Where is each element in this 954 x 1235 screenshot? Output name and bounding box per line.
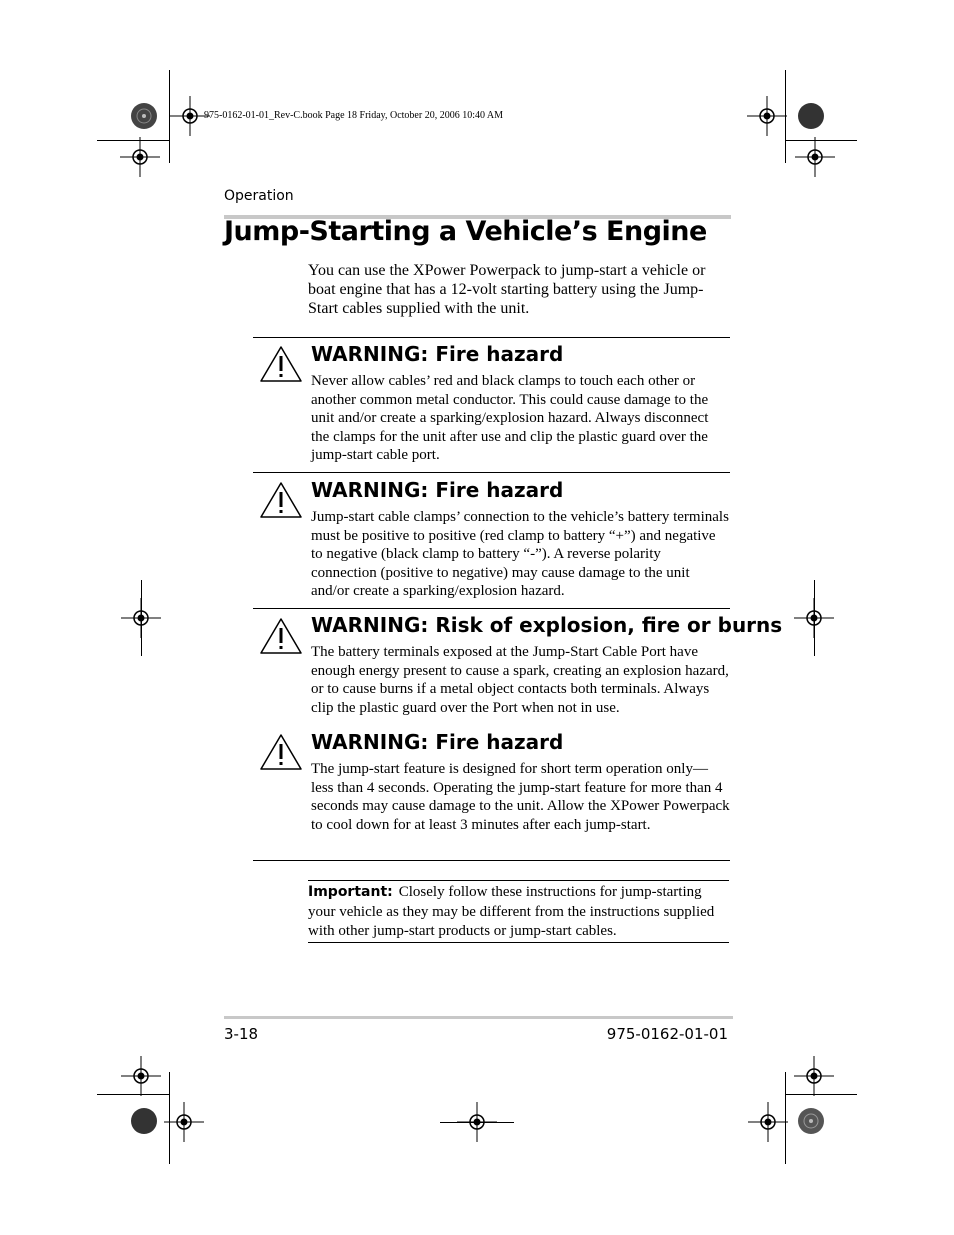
warning-triangle-icon xyxy=(259,481,303,519)
warning-divider xyxy=(253,337,730,338)
registration-mark-icon xyxy=(794,1056,834,1096)
color-target-icon xyxy=(130,102,158,130)
warning-body: Never allow cables’ red and black clamps to touch each other or another common metal conductor. This could cause damage to the unit and/or create a sparking/explosion hazard. Always disconnect the clamps for the unit after use and clip the plastic guard over the jump-start cable port. xyxy=(311,373,709,464)
warning-body: The jump-start feature is designed for short term operation only—less than 4 seconds. Operating the jump-start feature for more than 4 seconds may cause damage to the unit. Allow the XPower Powerpack to cool down for at least 3 minutes after each jump-start. xyxy=(311,761,730,833)
warning-divider xyxy=(253,608,730,609)
crop-mark xyxy=(814,580,815,656)
document-number: 975-0162-01-01 xyxy=(606,1025,728,1043)
crop-mark xyxy=(141,580,142,656)
warning-triangle-icon xyxy=(259,617,303,655)
important-text: Closely follow these instructions for jump-starting your vehicle as they may be different from the instructions supplied with other jump-start products or jump-start cables. xyxy=(308,884,715,939)
warning-body: The battery terminals exposed at the Jump-Start Cable Port have enough energy present to cause a spark, creating an explosion hazard, or to cause burns if a metal object contacts both terminals. Always clip the plastic guard over the Port when not in use. xyxy=(311,644,729,716)
warning-title: WARNING: Fire hazard xyxy=(311,730,564,754)
warning-divider xyxy=(253,472,730,473)
important-rule-bottom xyxy=(308,942,729,943)
warning-triangle-icon xyxy=(259,345,303,383)
warning-body: Jump-start cable clamps’ connection to the vehicle’s battery terminals must be positive to positive (red clamp to battery “+”) and negative to negative (black clamp to battery “-”). A reverse polarity connection (positive to negative) may cause damage to the unit and/or create a sparking/explosion hazard. xyxy=(311,509,729,600)
important-label: Important: xyxy=(308,884,393,900)
book-header: 975-0162-01-01_Rev-C.book Page 18 Friday, October 20, 2006 10:40 AM xyxy=(204,110,504,121)
section-label: Operation xyxy=(224,188,294,204)
warning-divider xyxy=(253,860,730,861)
color-target-icon xyxy=(797,102,825,130)
page-title: Jump-Starting a Vehicle’s Engine xyxy=(224,216,707,247)
color-target-icon xyxy=(797,1107,825,1135)
registration-mark-icon xyxy=(121,1056,161,1096)
warning-triangle-icon xyxy=(259,733,303,771)
registration-mark-icon xyxy=(795,137,835,177)
warning-title: WARNING: Fire hazard xyxy=(311,342,564,366)
registration-mark-icon xyxy=(747,96,787,136)
registration-mark-icon xyxy=(748,1102,788,1142)
intro-paragraph: You can use the XPower Powerpack to jump-start a vehicle or boat engine that has a 12-volt starting battery using the Jump-Start cables supplied with the unit. xyxy=(308,262,706,317)
important-rule-top xyxy=(308,880,729,881)
crop-mark xyxy=(440,1122,514,1123)
color-target-icon xyxy=(130,1107,158,1135)
important-note xyxy=(308,883,729,942)
warning-title: WARNING: Fire hazard xyxy=(311,478,564,502)
registration-mark-icon xyxy=(164,1102,204,1142)
registration-mark-icon xyxy=(120,137,160,177)
footer-rule xyxy=(224,1016,733,1019)
page-number: 3-18 xyxy=(224,1025,259,1043)
warning-title: WARNING: Risk of explosion, fire or burns xyxy=(311,613,783,637)
